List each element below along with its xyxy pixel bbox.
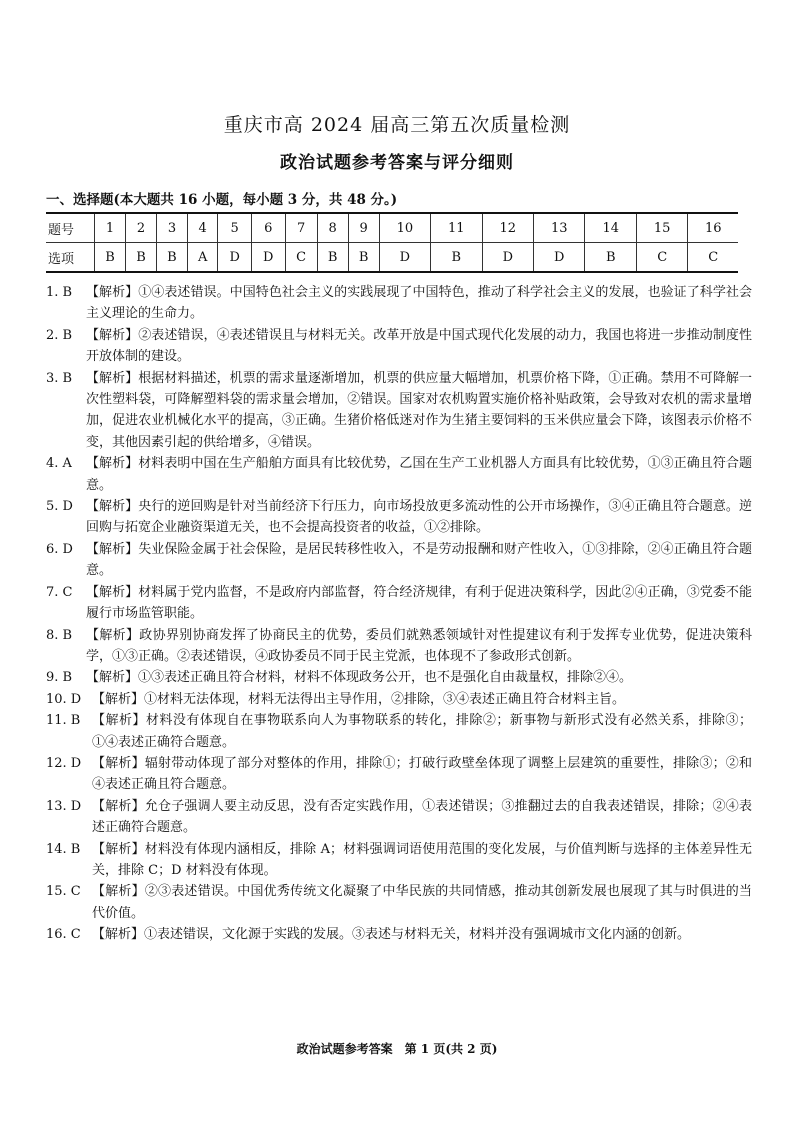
item-explanation: 【解析】辐射带动体现了部分对整体的作用，排除①；打破行政壁垒体现了调整上层建筑的重要性，排除③；②和④表述正确且符合题意。 (92, 755, 752, 793)
table-cell-answer-option: B (125, 243, 156, 273)
table-cell-answer-option: B (585, 243, 636, 273)
item-explanation: 【解析】①③表述正确且符合材料，材料不体现政务公开，也不是强化自由裁量权，排除②④。 (86, 670, 633, 686)
item-explanation: 【解析】①表述错误，文化源于实践的发展。③表述与材料无关，材料并没有强调城市文化内涵的创新。 (92, 927, 691, 943)
item-number-answer: 4. A (46, 456, 72, 472)
table-cell-answer-option: B (317, 243, 348, 273)
item-explanation: 【解析】②③表述错误。中国优秀传统文化凝聚了中华民族的共同情感，推动其创新发展也展现了其与时俱进的当代价值。 (92, 884, 752, 921)
table-cell-answer-option: D (534, 243, 585, 273)
table-cell-question-number: 13 (534, 213, 585, 243)
list-item (46, 710, 752, 753)
table-cell-question-number: 11 (431, 213, 482, 243)
item-explanation: 【解析】材料没有体现自在事物联系向人为事物联系的转化，排除②；新事物与新形式没有必然关系，排除③；①④表述正确符合题意。 (92, 713, 752, 750)
table-cell-question-number: 3 (156, 213, 187, 243)
list-item (46, 325, 752, 368)
table-cell-answer-option: B (95, 243, 126, 273)
table-cell-answer-option: C (636, 243, 687, 273)
item-explanation: 【解析】允仓子强调人要主动反思，没有否定实践作用，①表述错误；③推翻过去的自我表述错误，排除；②④表述正确符合题意。 (92, 798, 752, 836)
item-number-answer: 16. C (46, 927, 81, 943)
table-cell-answer-option: D (218, 243, 252, 273)
row-label-question-number: 题号 (46, 213, 95, 243)
table-cell-question-number: 6 (251, 213, 285, 243)
table-cell-question-number: 4 (187, 213, 217, 243)
item-explanation: 【解析】根据材料描述，机票的需求量逐渐增加，机票的供应量大幅增加，机票价格下降，①正确。禁用不可降解一次性塑料袋，可降解塑料袋的需求量会增加，②错误。国家对农机购置实施价格补贴政策，会导致对农机的需求量增加，促进农业机械化水平的提高，③正确。生猪价格低迷对作为生猪主要饲料的玉米供应量会下降，该图表示价格不变，其他因素引起的供给增多，④错误。 (86, 370, 752, 450)
row-label-answer-option: 选项 (46, 243, 95, 273)
list-item (46, 924, 752, 945)
item-number-answer: 5. D (46, 499, 73, 515)
table-cell-answer-option: D (251, 243, 285, 273)
table-cell-question-number: 14 (585, 213, 636, 243)
list-item (46, 625, 752, 668)
item-number-answer: 8. B (46, 627, 73, 643)
item-explanation: 【解析】央行的逆回购是针对当前经济下行压力，向市场投放更多流动性的公开市场操作，③④正确且符合题意。逆回购与拓宽企业融资渠道无关，也不会提高投资者的收益，①②排除。 (86, 499, 752, 536)
table-cell-question-number: 5 (218, 213, 252, 243)
table-cell-answer-option: D (482, 243, 533, 273)
item-explanation: 【解析】材料属于党内监督，不是政府内部监督，符合经济规律，有利于促进决策科学，因此②④正确，③党委不能履行市场监管职能。 (86, 584, 752, 622)
table-cell-question-number: 15 (636, 213, 687, 243)
list-item (46, 796, 752, 839)
document-subtitle: 政治试题参考答案与评分细则 (280, 153, 514, 173)
item-number-answer: 13. D (46, 798, 82, 814)
item-number-answer: 11. B (46, 713, 81, 729)
item-number-answer: 7. C (46, 584, 73, 600)
item-number-answer: 6. D (46, 541, 73, 557)
list-item (46, 839, 752, 882)
table-cell-question-number: 1 (95, 213, 126, 243)
list-item (46, 881, 752, 924)
item-number-answer: 9. B (46, 670, 73, 686)
list-item (46, 282, 752, 325)
list-item (46, 753, 752, 796)
item-number-answer: 15. C (46, 884, 81, 900)
list-item (46, 453, 752, 496)
list-item (46, 667, 752, 688)
table-cell-question-number: 2 (125, 213, 156, 243)
item-explanation: 【解析】①④表述错误。中国特色社会主义的实践展现了中国特色，推动了科学社会主义的发展，也验证了科学社会主义理论的生命力。 (86, 285, 752, 322)
table-cell-question-number: 16 (688, 213, 738, 243)
table-cell-answer-option: D (379, 243, 430, 273)
page-footer: 政治试题参考答案 第 1 页(共 2 页) (296, 1042, 498, 1056)
table-cell-question-number: 8 (317, 213, 348, 243)
section-heading: 一、选择题(本大题共 16 小题，每小题 3 分，共 48 分。) (46, 192, 398, 208)
item-explanation: 【解析】材料表明中国在生产船舶方面具有比较优势，乙国在生产工业机器人方面具有比较优势，①③正确且符合题意。 (86, 456, 752, 493)
document-title: 重庆市高 2024 届高三第五次质量检测 (223, 114, 571, 136)
table-cell-answer-option: B (431, 243, 482, 273)
item-number-answer: 1. B (46, 285, 73, 300)
table-cell-answer-option: A (187, 243, 217, 273)
table-cell-answer-option: C (285, 243, 317, 273)
answer-table (46, 212, 738, 273)
answer-explanations (46, 282, 752, 946)
list-item (46, 496, 752, 539)
table-cell-answer-option: B (348, 243, 379, 273)
item-number-answer: 14. B (46, 841, 81, 857)
list-item (46, 689, 752, 710)
table-cell-answer-option: C (688, 243, 738, 273)
item-explanation: 【解析】①材料无法体现，材料无法得出主导作用，②排除，③④表述正确且符合材料主旨。 (92, 691, 626, 707)
item-explanation: 【解析】②表述错误，④表述错误且与材料无关。改革开放是中国式现代化发展的动力，我国也将进一步推动制度性开放体制的建设。 (86, 327, 752, 365)
item-number-answer: 10. D (46, 691, 82, 707)
item-explanation: 【解析】政协界别协商发挥了协商民主的优势，委员们就熟悉领域针对性提建议有利于发挥专业优势，促进决策科学，①③正确。②表述错误，④政协委员不同于民主党派，也体现不了参政形式创新。 (86, 627, 752, 664)
list-item (46, 539, 752, 582)
table-cell-question-number: 12 (482, 213, 533, 243)
item-number-answer: 3. B (46, 370, 73, 386)
table-cell-question-number: 7 (285, 213, 317, 243)
table-cell-question-number: 10 (379, 213, 430, 243)
table-cell-question-number: 9 (348, 213, 379, 243)
table-row-question-numbers (46, 213, 738, 243)
item-number-answer: 2. B (46, 327, 73, 343)
item-explanation: 【解析】失业保险金属于社会保险，是居民转移性收入，不是劳动报酬和财产性收入，①③排除，②④正确且符合题意。 (86, 541, 752, 579)
list-item (46, 368, 752, 454)
table-row-answer-options (46, 243, 738, 273)
list-item (46, 582, 752, 625)
table-cell-answer-option: B (156, 243, 187, 273)
item-explanation: 【解析】材料没有体现内涵相反，排除 A；材料强调词语使用范围的变化发展，与价值判断与选择的主体差异性无关，排除 C；D 材料没有体现。 (92, 841, 752, 878)
item-number-answer: 12. D (46, 755, 82, 771)
